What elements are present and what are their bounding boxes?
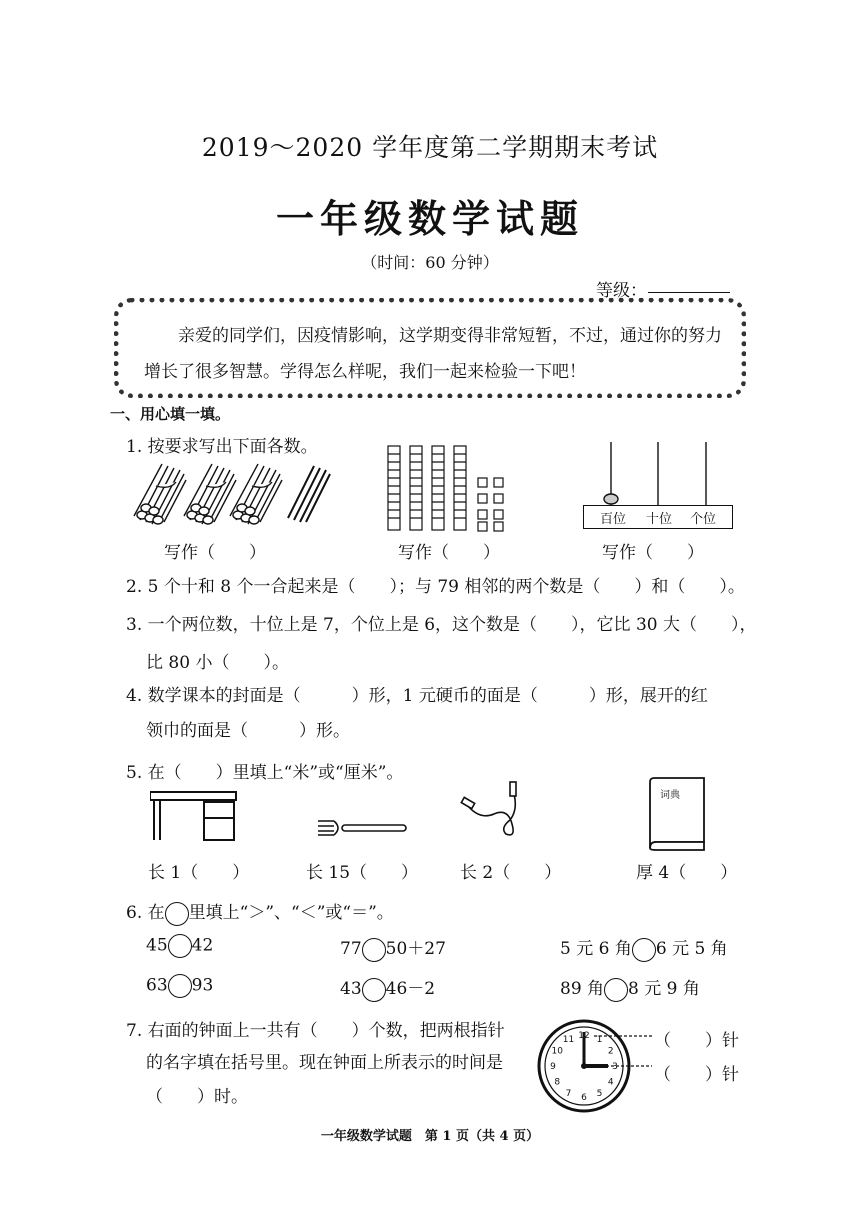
q6-right: 50＋27 [385,939,446,959]
ones-label: 个位 [690,512,717,527]
dictionary-label: 词典 [660,790,680,801]
q1-text: 1. 按要求写出下面各数。 [126,437,318,457]
q3-text-line1: 3. 一个两位数，十位上是 7，个位上是 6，这个数是（ ），它比 30 大（ ）， [126,615,757,635]
q5-answer-desk[interactable]: 长 1（ ） [148,863,250,883]
exam-time: （时间：60 分钟） [361,253,499,272]
page-footer: 一年级数学试题 第 1 页（共 4 页） [320,1129,540,1144]
q6-item [560,934,728,962]
q5-answer-rope[interactable]: 长 2（ ） [460,863,562,883]
q6-item [146,934,213,958]
fork-image [316,818,408,838]
clock-number: 5 [596,1088,603,1099]
q2-text: 2. 5 个十和 8 个一合起来是（ ）；与 79 相邻的两个数是（ ）和（ ）。 [126,577,745,597]
q3-text-line2: 比 80 小（ ）。 [146,653,289,673]
unit-cubes-image [384,444,524,532]
clock-number: 8 [554,1077,561,1088]
clock-number: 9 [550,1062,556,1072]
compare-circle[interactable] [168,974,192,998]
grade-label: 等级： [596,281,647,301]
q7-hand-label-2[interactable]: （ ）针 [654,1065,739,1085]
q7-text-line1: 7. 右面的钟面上一共有（ ）个数，把两根指针 [126,1021,505,1041]
q6-left: 45 [146,935,168,956]
q6-item [340,974,435,1002]
hundreds-label: 百位 [600,512,627,527]
tens-label: 十位 [646,512,673,527]
q6-text-prefix: 6. 在 [126,903,165,923]
q6-right: 6 元 5 角 [655,939,728,959]
circle-placeholder-icon [165,902,189,926]
section-title: 一、用心填一填。 [110,405,231,423]
q7-text-line3[interactable]: （ ）时。 [146,1087,248,1107]
q6-text [126,898,394,926]
stick-bundles-image [130,460,340,532]
q1-write-answer-1[interactable]: 写作（ ） [164,543,266,563]
clock-number: 10 [551,1046,563,1057]
q6-item [340,934,446,962]
compare-circle[interactable] [362,938,386,962]
clock-number: 4 [607,1077,614,1088]
compare-circle[interactable] [362,978,386,1002]
q6-left: 77 [340,939,362,959]
place-value-box [583,505,733,529]
q1-write-answer-2[interactable]: 写作（ ） [398,543,500,563]
q5-text: 5. 在（ ）里填上“米”或“厘米”。 [126,763,404,783]
compare-circle[interactable] [604,978,628,1002]
clock-number: 1 [596,1035,603,1046]
desk-image [150,788,240,844]
q6-left: 63 [146,975,168,996]
exam-title: 2019～2020 学年度第二学期期末考试 [201,133,659,162]
q6-item [560,974,700,1002]
compare-circle[interactable] [632,938,656,962]
q1-write-answer-3[interactable]: 写作（ ） [602,543,704,563]
clock-number: 6 [581,1093,587,1103]
q6-right: 42 [191,935,214,956]
clock-pointer-lines [592,1026,654,1076]
clock-number: 7 [565,1088,572,1099]
q6-left: 5 元 6 角 [560,939,632,959]
grade-blank[interactable] [648,292,730,293]
q6-right: 46－2 [385,979,436,999]
q6-left: 43 [340,979,362,999]
q7-text-line2: 的名字填在括号里。现在钟面上所表示的时间是 [146,1053,503,1073]
q5-answer-fork[interactable]: 长 15（ ） [306,863,419,883]
clock-number: 2 [607,1046,614,1057]
abacus-image [583,440,733,506]
notice-text: 亲爱的同学们，因疫情影响，这学期变得非常短暂，不过，通过你的努力增长了很多智慧。学得怎么样呢，我们一起来检验一下吧！ [144,326,722,382]
clock-number: 3 [612,1062,618,1072]
q6-left: 89 角 [560,979,605,999]
q6-right: 93 [191,975,214,996]
q4-text-line1: 4. 数学课本的封面是（ ）形，1 元硬币的面是（ ）形，展开的红 [126,686,708,706]
compare-circle[interactable] [168,934,192,958]
clock-number: 11 [562,1035,575,1046]
subject-title: 一年级数学试题 [275,196,584,241]
q7-hand-label-1[interactable]: （ ）针 [654,1031,739,1051]
q4-text-line2: 领巾的面是（ ）形。 [146,721,350,741]
q6-right: 8 元 9 角 [628,979,700,999]
clock-number: 12 [578,1031,590,1041]
jump-rope-image [460,780,526,840]
q6-text-suffix: 里填上“＞”、“＜”或“＝”。 [188,903,394,923]
q5-answer-book[interactable]: 厚 4（ ） [636,863,738,883]
q6-item [146,974,213,998]
